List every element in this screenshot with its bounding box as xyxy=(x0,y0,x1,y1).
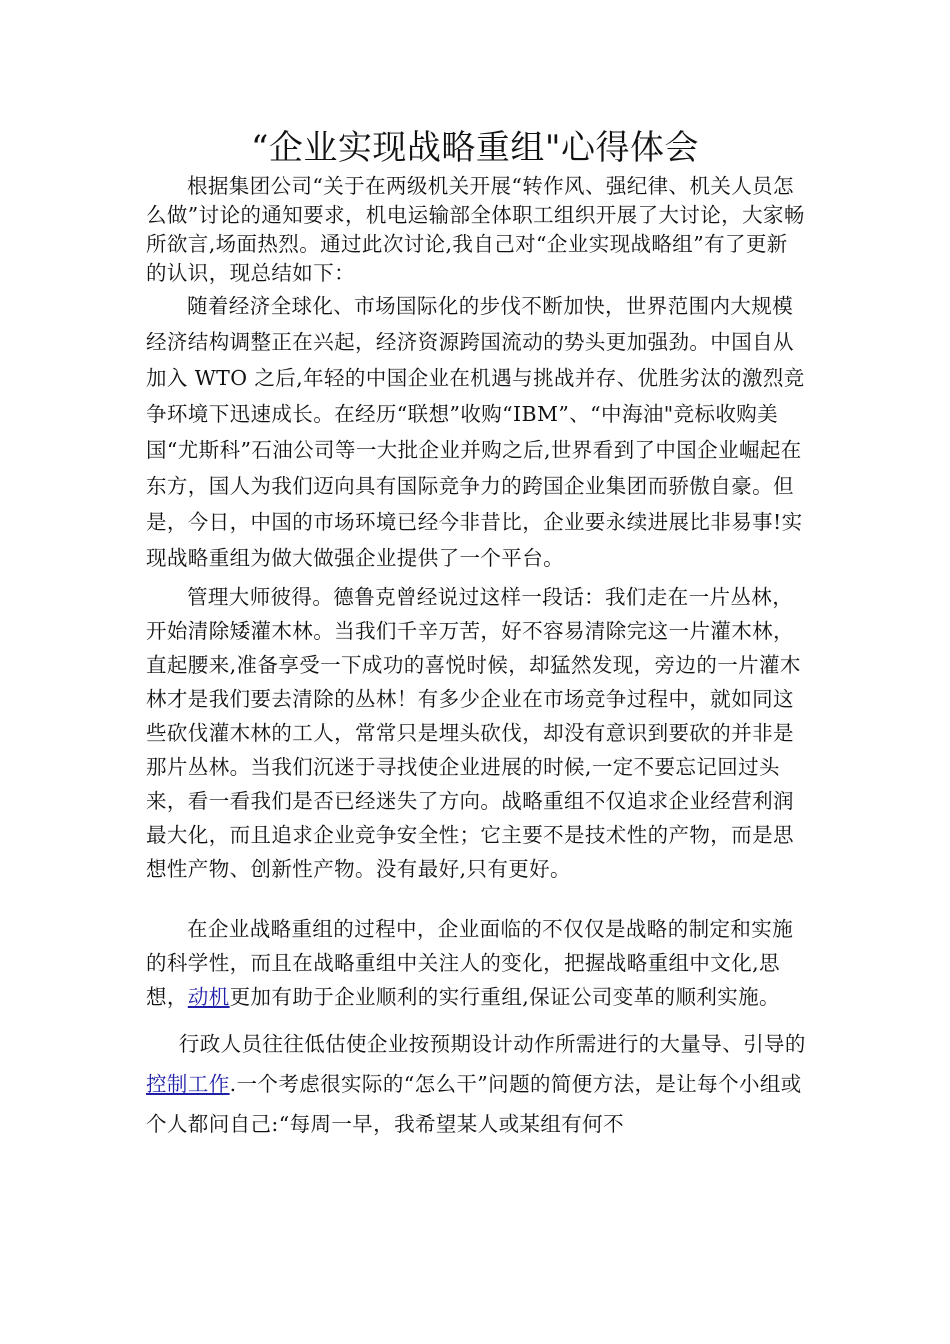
paragraph-admin-control xyxy=(146,1024,808,1144)
paragraph-globalization: 随着经济全球化、市场国际化的步伐不断加快，世界范围内大规模经济结构调整正在兴起，经济资源跨国流动的势头更加强劲。中国自从加入 WTO 之后,年轻的中国企业在机遇与挑战并存、优胜劣汰的激烈竞争环境下迅速成长。在经历“联想”收购“IBM”、“中海油"竞标收购美国“尤斯科”石油公司等一大批企业并购之后,世界看到了中国企业崛起在东方，国人为我们迈向具有国际竞争力的跨国企业集团而骄傲自豪。但是，今日，中国的市场环境已经今非昔比，企业要永续进展比非易事!实现战略重组为做大做强企业提供了一个平台。 xyxy=(146,294,805,570)
control-work-link[interactable]: 控制工作 xyxy=(146,1072,230,1096)
paragraph-text: 更加有助于企业顺利的实行重组,保证公司变革的顺利实施。 xyxy=(229,985,780,1009)
motivation-link[interactable]: 动机 xyxy=(187,985,230,1009)
document-title: “企业实现战略重组"心得体会 xyxy=(250,128,700,168)
document-body xyxy=(146,172,808,1144)
paragraph-intro: 根据集团公司“关于在两级机关开展“转作风、强纪律、机关人员怎么做”讨论的通知要求，机电运输部全体职工组织开展了大讨论，大家畅所欲言,场面热烈。通过此次讨论,我自己对“企业实现战略组”有了更新的认识，现总结如下： xyxy=(146,174,805,285)
paragraph-text: 在企业战略重组的过程中，企业面临的不仅仅是战略的制定和实施的科学性，而且在战略重组中关注人的变化，把握战略重组中文化,思想， xyxy=(146,917,794,1009)
paragraph-text: 行政人员往往低估使企业按预期设计动作所需进行的大量导、引导的 xyxy=(178,1032,806,1056)
paragraph-strategy-process xyxy=(146,912,808,1014)
paragraph-drucker: 管理大师彼得。德鲁克曾经说过这样一段话：我们走在一片丛林，开始清除矮灌木林。当我们千辛万苦，好不容易清除完这一片灌木林，直起腰来,准备享受一下成功的喜悦时候，却猛然发现，旁边的一片灌木林才是我们要去清除的丛林！有多少企业在市场竞争过程中，就如同这些砍伐灌木林的工人，常常只是埋头砍伐，却没有意识到要砍的并非是那片丛林。当我们沉迷于寻找使企业进展的时候,一定不要忘记回过头来，看一看我们是否已经迷失了方向。战略重组不仅追求企业经营利润最大化，而且追求企业竞争安全性；它主要不是技术性的产物，而是思想性产物、创新性产物。没有最好,只有更好。 xyxy=(146,585,801,881)
paragraph-text: .一个考虑很实际的“怎么干”问题的简便方法，是让每个小组或个人都问自己:“每周一早，我希望某人或某组有何不 xyxy=(146,1072,802,1136)
